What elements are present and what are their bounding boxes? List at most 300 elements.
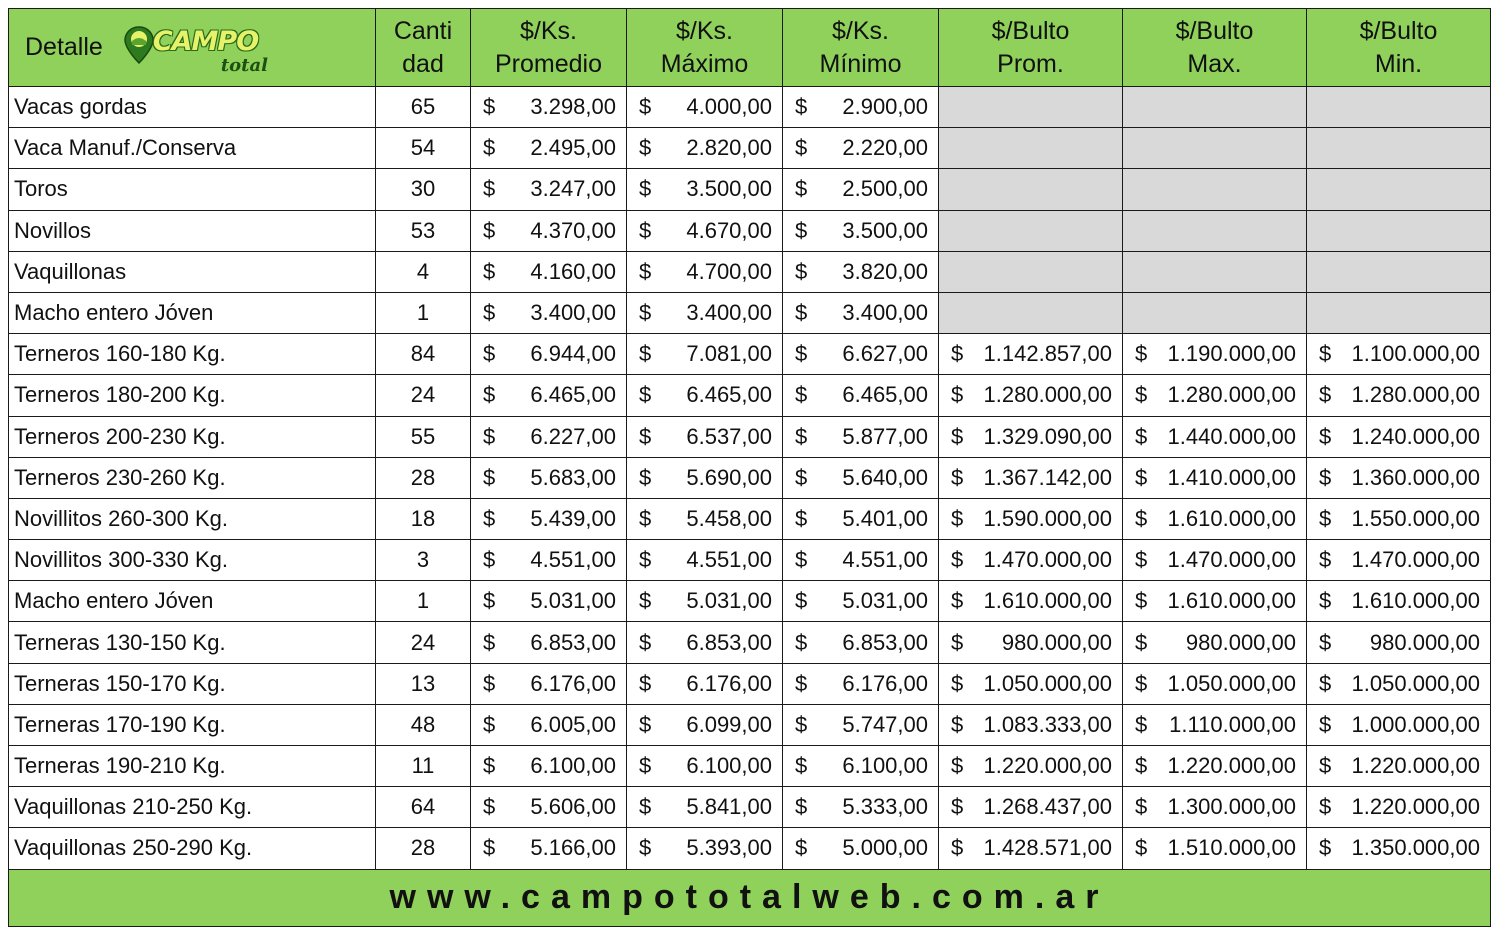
amount-value: 4.551,00 (686, 547, 772, 573)
currency-symbol: $ (639, 629, 652, 655)
table-row (9, 210, 1491, 251)
amount-value: 1.220.000,00 (1351, 753, 1480, 779)
cell-ks-minimo (783, 416, 939, 457)
currency-symbol: $ (639, 258, 652, 284)
cell-ks-maximo (627, 457, 783, 498)
currency-symbol: $ (483, 300, 496, 326)
amount-value: 6.099,00 (686, 711, 772, 737)
currency-symbol: $ (795, 670, 808, 696)
cell-ks-minimo (783, 828, 939, 869)
amount-value: 6.176,00 (530, 670, 616, 696)
currency-symbol: $ (1319, 711, 1332, 737)
table-row (9, 498, 1491, 539)
cell-bulto-max (1123, 704, 1307, 745)
cell-bulto-max (1123, 375, 1307, 416)
currency-symbol: $ (1135, 588, 1148, 614)
amount-value: 1.083.333,00 (983, 711, 1112, 737)
amount-value: 1.240.000,00 (1351, 423, 1480, 449)
cell-bulto-prom (939, 498, 1123, 539)
amount-value: 6.176,00 (686, 670, 772, 696)
cell-ks-minimo (783, 210, 939, 251)
currency-symbol: $ (639, 176, 652, 202)
amount-value: 1.050.000,00 (1351, 670, 1480, 696)
amount-value: 3.400,00 (842, 300, 928, 326)
cell-cantidad: 28 (376, 457, 471, 498)
amount-value: 1.280.000,00 (1351, 382, 1480, 408)
header-bulto-max (1123, 9, 1307, 87)
currency-symbol: $ (1319, 629, 1332, 655)
price-table-container (8, 8, 1490, 927)
currency-symbol: $ (483, 258, 496, 284)
currency-symbol: $ (1319, 382, 1332, 408)
table-row (9, 292, 1491, 333)
currency-symbol: $ (951, 382, 964, 408)
currency-symbol: $ (1135, 423, 1148, 449)
cell-detalle: Terneros 160-180 Kg. (9, 334, 376, 375)
header-line: Min. (1374, 49, 1423, 78)
currency-symbol: $ (951, 547, 964, 573)
cell-detalle: Vaquillonas (9, 251, 376, 292)
cell-detalle: Macho entero Jóven (9, 581, 376, 622)
cell-ks-promedio (471, 210, 627, 251)
cell-bulto-min (1307, 169, 1491, 210)
currency-symbol: $ (639, 588, 652, 614)
cell-ks-minimo (783, 663, 939, 704)
cell-ks-minimo (783, 375, 939, 416)
currency-symbol: $ (639, 300, 652, 326)
amount-value: 1.220.000,00 (1351, 794, 1480, 820)
cell-ks-promedio (471, 457, 627, 498)
currency-symbol: $ (1319, 505, 1332, 531)
cell-cantidad: 65 (376, 87, 471, 128)
amount-value: 1.610.000,00 (1167, 505, 1296, 531)
cell-bulto-prom (939, 457, 1123, 498)
currency-symbol: $ (639, 835, 652, 861)
currency-symbol: $ (795, 629, 808, 655)
header-line: Promedio (495, 49, 602, 78)
table-row (9, 540, 1491, 581)
header-line: Max. (1187, 49, 1242, 78)
cell-ks-promedio (471, 128, 627, 169)
cell-ks-maximo (627, 828, 783, 869)
amount-value: 6.227,00 (530, 423, 616, 449)
currency-symbol: $ (483, 382, 496, 408)
table-row (9, 746, 1491, 787)
amount-value: 5.031,00 (842, 588, 928, 614)
header-line: $/Ks. (676, 16, 733, 45)
amount-value: 3.400,00 (530, 300, 616, 326)
amount-value: 1.367.142,00 (983, 464, 1112, 490)
currency-symbol: $ (639, 217, 652, 243)
currency-symbol: $ (1135, 753, 1148, 779)
cell-detalle: Terneros 200-230 Kg. (9, 416, 376, 457)
amount-value: 1.470.000,00 (1351, 547, 1480, 573)
amount-value: 1.470.000,00 (983, 547, 1112, 573)
currency-symbol: $ (483, 794, 496, 820)
cell-bulto-min (1307, 704, 1491, 745)
currency-symbol: $ (795, 711, 808, 737)
amount-value: 6.100,00 (686, 753, 772, 779)
header-line: Canti (393, 16, 453, 45)
cell-bulto-max (1123, 292, 1307, 333)
amount-value: 6.944,00 (530, 341, 616, 367)
cell-bulto-max (1123, 251, 1307, 292)
amount-value: 5.031,00 (530, 588, 616, 614)
cell-ks-promedio (471, 375, 627, 416)
cell-cantidad: 24 (376, 375, 471, 416)
cell-ks-minimo (783, 334, 939, 375)
amount-value: 5.166,00 (530, 835, 616, 861)
currency-symbol: $ (951, 505, 964, 531)
amount-value: 2.220,00 (842, 135, 928, 161)
cell-ks-maximo (627, 622, 783, 663)
cell-ks-maximo (627, 334, 783, 375)
cell-ks-maximo (627, 375, 783, 416)
cell-ks-promedio (471, 292, 627, 333)
cell-ks-promedio (471, 581, 627, 622)
header-detalle (9, 9, 376, 87)
currency-symbol: $ (795, 588, 808, 614)
cell-ks-promedio (471, 334, 627, 375)
header-cantidad (376, 9, 471, 87)
cell-bulto-max (1123, 498, 1307, 539)
amount-value: 5.690,00 (686, 464, 772, 490)
currency-symbol: $ (951, 341, 964, 367)
amount-value: 4.551,00 (530, 547, 616, 573)
amount-value: 1.360.000,00 (1351, 464, 1480, 490)
currency-symbol: $ (1319, 547, 1332, 573)
currency-symbol: $ (951, 464, 964, 490)
cell-cantidad: 18 (376, 498, 471, 539)
cell-ks-minimo (783, 128, 939, 169)
currency-symbol: $ (1319, 753, 1332, 779)
amount-value: 4.670,00 (686, 217, 772, 243)
currency-symbol: $ (795, 94, 808, 120)
currency-symbol: $ (639, 711, 652, 737)
currency-symbol: $ (483, 217, 496, 243)
cell-bulto-prom (939, 828, 1123, 869)
currency-symbol: $ (1135, 464, 1148, 490)
logo-brand-text: CAMPO (152, 25, 259, 57)
amount-value: 2.495,00 (530, 135, 616, 161)
table-row (9, 169, 1491, 210)
cell-cantidad: 24 (376, 622, 471, 663)
cell-bulto-prom (939, 334, 1123, 375)
amount-value: 6.465,00 (842, 382, 928, 408)
table-row (9, 251, 1491, 292)
currency-symbol: $ (1135, 505, 1148, 531)
table-row (9, 87, 1491, 128)
currency-symbol: $ (483, 753, 496, 779)
cell-cantidad: 84 (376, 334, 471, 375)
cell-bulto-prom (939, 704, 1123, 745)
amount-value: 4.700,00 (686, 258, 772, 284)
cell-bulto-prom (939, 87, 1123, 128)
cell-ks-promedio (471, 540, 627, 581)
currency-symbol: $ (951, 588, 964, 614)
cell-bulto-max (1123, 663, 1307, 704)
currency-symbol: $ (483, 135, 496, 161)
cell-bulto-prom (939, 128, 1123, 169)
table-body (9, 87, 1491, 870)
amount-value: 3.820,00 (842, 258, 928, 284)
cell-bulto-prom (939, 622, 1123, 663)
cell-detalle: Vacas gordas (9, 87, 376, 128)
currency-symbol: $ (639, 382, 652, 408)
currency-symbol: $ (1319, 835, 1332, 861)
cell-bulto-min (1307, 663, 1491, 704)
cell-ks-promedio (471, 622, 627, 663)
currency-symbol: $ (951, 835, 964, 861)
currency-symbol: $ (951, 629, 964, 655)
currency-symbol: $ (483, 94, 496, 120)
cell-bulto-max (1123, 746, 1307, 787)
amount-value: 5.439,00 (530, 505, 616, 531)
table-row (9, 581, 1491, 622)
amount-value: 4.551,00 (842, 547, 928, 573)
header-line: $/Bulto (991, 16, 1070, 45)
currency-symbol: $ (1135, 835, 1148, 861)
cell-bulto-prom (939, 169, 1123, 210)
amount-value: 1.280.000,00 (983, 382, 1112, 408)
amount-value: 5.031,00 (686, 588, 772, 614)
amount-value: 1.000.000,00 (1351, 711, 1480, 737)
amount-value: 5.877,00 (842, 423, 928, 449)
currency-symbol: $ (1319, 423, 1332, 449)
amount-value: 5.747,00 (842, 711, 928, 737)
amount-value: 4.370,00 (530, 217, 616, 243)
cell-ks-maximo (627, 128, 783, 169)
cell-detalle: Toros (9, 169, 376, 210)
amount-value: 3.500,00 (686, 176, 772, 202)
cell-bulto-min (1307, 746, 1491, 787)
amount-value: 4.160,00 (530, 258, 616, 284)
cell-ks-maximo (627, 704, 783, 745)
cell-detalle: Novillitos 260-300 Kg. (9, 498, 376, 539)
cell-cantidad: 11 (376, 746, 471, 787)
currency-symbol: $ (639, 753, 652, 779)
cell-ks-promedio (471, 828, 627, 869)
cell-bulto-prom (939, 375, 1123, 416)
cell-ks-maximo (627, 210, 783, 251)
amount-value: 980.000,00 (1369, 629, 1480, 655)
currency-symbol: $ (639, 505, 652, 531)
currency-symbol: $ (483, 464, 496, 490)
amount-value: 1.510.000,00 (1167, 835, 1296, 861)
currency-symbol: $ (483, 835, 496, 861)
cell-detalle: Vaquillonas 250-290 Kg. (9, 828, 376, 869)
cell-ks-promedio (471, 704, 627, 745)
cell-bulto-prom (939, 581, 1123, 622)
cell-bulto-max (1123, 210, 1307, 251)
cell-bulto-max (1123, 169, 1307, 210)
table-row (9, 457, 1491, 498)
currency-symbol: $ (483, 176, 496, 202)
amount-value: 1.440.000,00 (1167, 423, 1296, 449)
amount-value: 6.853,00 (686, 629, 772, 655)
amount-value: 1.100.000,00 (1351, 341, 1480, 367)
currency-symbol: $ (639, 135, 652, 161)
cell-bulto-min (1307, 375, 1491, 416)
currency-symbol: $ (483, 341, 496, 367)
amount-value: 6.100,00 (530, 753, 616, 779)
header-bulto-min (1307, 9, 1491, 87)
amount-value: 1.050.000,00 (1167, 670, 1296, 696)
amount-value: 1.280.000,00 (1167, 382, 1296, 408)
cell-bulto-max (1123, 334, 1307, 375)
header-row (9, 9, 1491, 87)
cell-ks-maximo (627, 581, 783, 622)
currency-symbol: $ (795, 258, 808, 284)
cell-cantidad: 3 (376, 540, 471, 581)
currency-symbol: $ (795, 794, 808, 820)
header-ks-maximo (627, 9, 783, 87)
amount-value: 6.465,00 (686, 382, 772, 408)
cell-ks-minimo (783, 540, 939, 581)
cell-ks-promedio (471, 787, 627, 828)
amount-value: 6.853,00 (842, 629, 928, 655)
cell-ks-promedio (471, 663, 627, 704)
header-ks-promedio (471, 9, 627, 87)
cell-bulto-max (1123, 828, 1307, 869)
currency-symbol: $ (1319, 464, 1332, 490)
cell-ks-minimo (783, 746, 939, 787)
header-line: $/Bulto (1359, 16, 1438, 45)
amount-value: 980.000,00 (1001, 629, 1112, 655)
currency-symbol: $ (1135, 341, 1148, 367)
cell-bulto-max (1123, 416, 1307, 457)
cell-bulto-min (1307, 128, 1491, 169)
amount-value: 6.176,00 (842, 670, 928, 696)
header-line: $/Bulto (1175, 16, 1254, 45)
price-table (8, 8, 1491, 927)
cell-ks-maximo (627, 540, 783, 581)
currency-symbol: $ (951, 423, 964, 449)
currency-symbol: $ (1135, 382, 1148, 408)
header-line: Máximo (660, 49, 749, 78)
table-row (9, 704, 1491, 745)
currency-symbol: $ (795, 300, 808, 326)
cell-bulto-min (1307, 210, 1491, 251)
currency-symbol: $ (1319, 670, 1332, 696)
amount-value: 3.247,00 (530, 176, 616, 202)
amount-value: 1.220.000,00 (1167, 753, 1296, 779)
cell-bulto-max (1123, 581, 1307, 622)
cell-ks-maximo (627, 787, 783, 828)
amount-value: 3.500,00 (842, 217, 928, 243)
cell-ks-promedio (471, 498, 627, 539)
amount-value: 1.428.571,00 (983, 835, 1112, 861)
cell-cantidad: 1 (376, 581, 471, 622)
cell-detalle: Terneros 180-200 Kg. (9, 375, 376, 416)
amount-value: 6.537,00 (686, 423, 772, 449)
amount-value: 5.333,00 (842, 794, 928, 820)
currency-symbol: $ (795, 217, 808, 243)
currency-symbol: $ (951, 753, 964, 779)
currency-symbol: $ (795, 464, 808, 490)
cell-detalle: Vaca Manuf./Conserva (9, 128, 376, 169)
amount-value: 1.300.000,00 (1167, 794, 1296, 820)
cell-ks-promedio (471, 746, 627, 787)
cell-ks-minimo (783, 704, 939, 745)
amount-value: 5.458,00 (686, 505, 772, 531)
currency-symbol: $ (795, 753, 808, 779)
cell-ks-maximo (627, 87, 783, 128)
currency-symbol: $ (1135, 711, 1148, 737)
amount-value: 1.590.000,00 (983, 505, 1112, 531)
cell-cantidad: 1 (376, 292, 471, 333)
cell-bulto-min (1307, 787, 1491, 828)
cell-detalle: Terneros 230-260 Kg. (9, 457, 376, 498)
currency-symbol: $ (795, 341, 808, 367)
logo-sub-text: total (220, 54, 268, 76)
amount-value: 6.465,00 (530, 382, 616, 408)
cell-ks-minimo (783, 251, 939, 292)
table-row (9, 334, 1491, 375)
cell-ks-maximo (627, 663, 783, 704)
cell-cantidad: 53 (376, 210, 471, 251)
cell-bulto-min (1307, 622, 1491, 663)
table-row (9, 828, 1491, 869)
table-row (9, 375, 1491, 416)
header-detalle-label: Detalle (25, 33, 103, 61)
cell-bulto-prom (939, 210, 1123, 251)
currency-symbol: $ (795, 382, 808, 408)
currency-symbol: $ (951, 711, 964, 737)
cell-bulto-prom (939, 416, 1123, 457)
cell-bulto-min (1307, 457, 1491, 498)
cell-ks-promedio (471, 87, 627, 128)
amount-value: 3.298,00 (530, 94, 616, 120)
cell-detalle: Terneras 170-190 Kg. (9, 704, 376, 745)
cell-ks-maximo (627, 169, 783, 210)
table-row (9, 663, 1491, 704)
footer-url: www.campototalweb.com.ar (9, 869, 1491, 926)
currency-symbol: $ (795, 135, 808, 161)
table-row (9, 787, 1491, 828)
header-line: Mínimo (819, 49, 902, 78)
amount-value: 1.110.000,00 (1169, 711, 1296, 737)
currency-symbol: $ (639, 423, 652, 449)
cell-ks-maximo (627, 251, 783, 292)
cell-detalle: Macho entero Jóven (9, 292, 376, 333)
amount-value: 1.550.000,00 (1351, 505, 1480, 531)
cell-bulto-min (1307, 581, 1491, 622)
cell-cantidad: 48 (376, 704, 471, 745)
amount-value: 6.627,00 (842, 341, 928, 367)
cell-cantidad: 13 (376, 663, 471, 704)
cell-cantidad: 54 (376, 128, 471, 169)
currency-symbol: $ (483, 547, 496, 573)
currency-symbol: $ (795, 547, 808, 573)
cell-bulto-prom (939, 251, 1123, 292)
cell-bulto-min (1307, 334, 1491, 375)
amount-value: 1.050.000,00 (983, 670, 1112, 696)
cell-cantidad: 30 (376, 169, 471, 210)
cell-bulto-max (1123, 87, 1307, 128)
currency-symbol: $ (795, 835, 808, 861)
amount-value: 3.400,00 (686, 300, 772, 326)
table-row (9, 416, 1491, 457)
footer-row (9, 869, 1491, 926)
amount-value: 1.220.000,00 (983, 753, 1112, 779)
currency-symbol: $ (483, 505, 496, 531)
cell-bulto-prom (939, 787, 1123, 828)
cell-bulto-max (1123, 622, 1307, 663)
currency-symbol: $ (483, 423, 496, 449)
cell-bulto-min (1307, 498, 1491, 539)
currency-symbol: $ (1135, 670, 1148, 696)
